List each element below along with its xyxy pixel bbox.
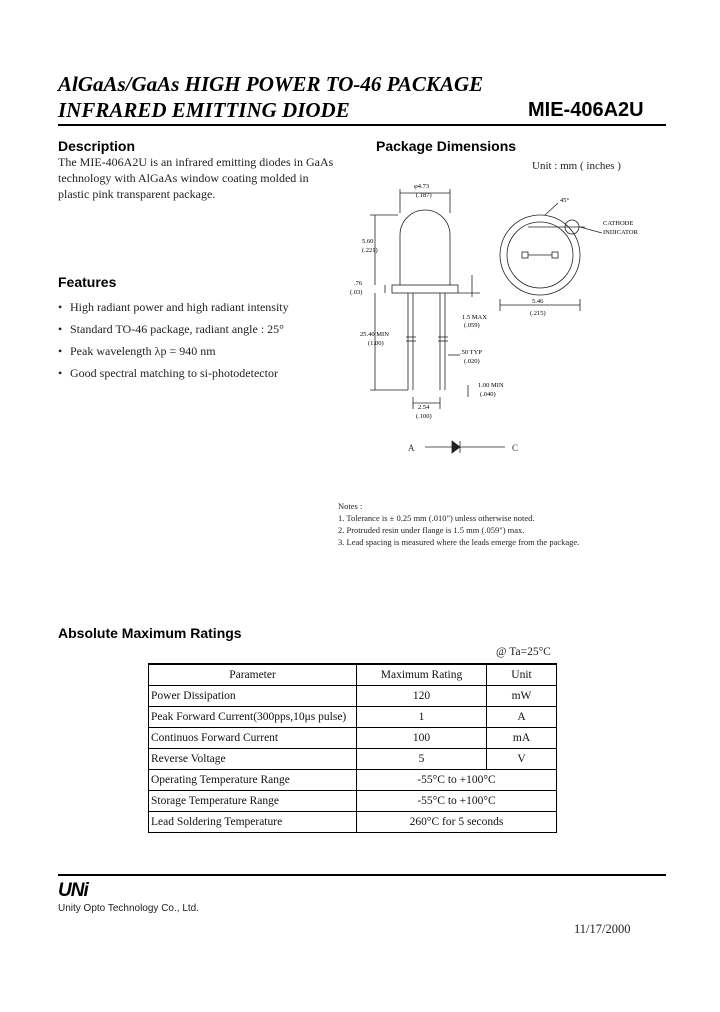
cathode-label-1: CATHODE <box>603 220 634 227</box>
note-item: 1. Tolerance is ± 0.25 mm (.010") unless otherwise noted. <box>338 513 535 523</box>
feature-item: • Good spectral matching to si-photodetector <box>58 366 278 380</box>
package-drawing <box>340 175 670 465</box>
column-header: Maximum Rating <box>357 664 487 686</box>
bullet-icon: • <box>58 366 63 380</box>
led-body-outline <box>400 210 450 285</box>
value-cell: 1 <box>357 707 487 728</box>
table-row <box>149 791 557 812</box>
table-row <box>149 812 557 833</box>
feature-item: • Peak wavelength λp = 940 nm <box>58 344 216 358</box>
description-line: plastic pink transparent package. <box>58 187 216 201</box>
dim-lead-t-in: (.040) <box>480 391 496 398</box>
table-header-row <box>149 664 557 686</box>
led-flange <box>392 285 458 293</box>
note-item: 3. Lead spacing is measured where the leads emerge from the package. <box>338 537 580 547</box>
feature-item: • High radiant power and high radiant intensity <box>58 300 289 314</box>
table-row <box>149 770 557 791</box>
cathode-label-2: INDICATOR <box>603 229 638 236</box>
dim-spacing-in: (.100) <box>416 413 432 420</box>
table-row <box>149 686 557 707</box>
part-number: MIE-406A2U <box>528 99 644 121</box>
value-cell: -55°C to +100°C <box>357 770 557 791</box>
notes-heading: Notes : <box>338 501 363 511</box>
company-name: Unity Opto Technology Co., Ltd. <box>58 903 200 914</box>
feature-item: • Standard TO-46 package, radiant angle : 25° <box>58 322 284 336</box>
dim-lead-w-mm: .50 TYP <box>460 349 482 356</box>
notes <box>338 500 579 548</box>
dim-resin-in: (.059) <box>464 322 480 329</box>
value-cell: 5 <box>357 749 487 770</box>
dim-flange-mm: .76 <box>354 280 363 287</box>
dim-lead-w-in: (.020) <box>464 358 480 365</box>
value-cell: 100 <box>357 728 487 749</box>
package-heading: Package Dimensions <box>376 138 517 154</box>
unit-cell: mA <box>487 728 557 749</box>
param-cell: Continuos Forward Current <box>149 728 357 749</box>
dim-flange-in: (.03) <box>350 289 363 296</box>
bullet-icon: • <box>58 344 63 358</box>
ratings-condition: @ Ta=25°C <box>496 646 551 658</box>
document-date: 11/17/2000 <box>574 922 631 936</box>
title-line-1: AlGaAs/GaAs HIGH POWER TO-46 PACKAGE <box>58 72 484 96</box>
table-row <box>149 749 557 770</box>
value-cell: 120 <box>357 686 487 707</box>
column-header: Unit <box>487 664 557 686</box>
unit-cell: V <box>487 749 557 770</box>
dim-height-in: (.221) <box>362 247 378 254</box>
param-cell: Operating Temperature Range <box>149 770 357 791</box>
dim-lead-len-in: (1.00) <box>368 340 384 347</box>
anode-label: A <box>408 443 415 453</box>
param-cell: Storage Temperature Range <box>149 791 357 812</box>
bullet-icon: • <box>58 322 63 336</box>
dim-dia-mm: φ4.73 <box>414 183 430 190</box>
features-heading: Features <box>58 274 117 290</box>
ratings-table <box>148 663 557 833</box>
unit-cell: A <box>487 707 557 728</box>
dim-resin-mm: 1.5 MAX <box>462 314 487 321</box>
footer-rule <box>58 874 666 876</box>
description-text <box>58 154 358 202</box>
description-line: technology with AlGaAs window coating molded in <box>58 171 309 185</box>
table-row <box>149 707 557 728</box>
table-row <box>149 728 557 749</box>
dim-height-mm: 5.60 <box>362 238 374 245</box>
description-line: The MIE-406A2U is an infrared emitting diodes in GaAs <box>58 155 334 169</box>
note-item: 2. Protruded resin under flange is 1.5 mm (.059") max. <box>338 525 525 535</box>
dim-top-dia-in: (.215) <box>530 310 546 317</box>
company-logo: UNi <box>58 880 88 901</box>
dim-dia-in: (.187) <box>416 192 432 199</box>
ratings-heading: Absolute Maximum Ratings <box>58 625 242 641</box>
bullet-icon: • <box>58 300 63 314</box>
dim-top-dia-mm: 5.46 <box>532 298 544 305</box>
param-cell: Power Dissipation <box>149 686 357 707</box>
unit-label: Unit : mm ( inches ) <box>532 160 621 172</box>
description-heading: Description <box>58 138 136 154</box>
value-cell: 260°C for 5 seconds <box>357 812 557 833</box>
title-line-2: INFRARED EMITTING DIODE <box>58 98 350 122</box>
param-cell: Peak Forward Current(300pps,10μs pulse) <box>149 707 357 728</box>
header-rule <box>58 124 666 126</box>
value-cell: -55°C to +100°C <box>357 791 557 812</box>
cathode-symbol-label: C <box>512 443 519 453</box>
param-cell: Lead Soldering Temperature <box>149 812 357 833</box>
unit-cell: mW <box>487 686 557 707</box>
dim-spacing-mm: 2.54 <box>418 404 430 411</box>
dim-lead-len-mm: 25.40 MIN <box>360 331 389 338</box>
dim-lead-t-mm: 1.00 MIN <box>478 382 504 389</box>
column-header: Parameter <box>149 664 357 686</box>
param-cell: Reverse Voltage <box>149 749 357 770</box>
dim-angle: 45° <box>560 197 570 204</box>
